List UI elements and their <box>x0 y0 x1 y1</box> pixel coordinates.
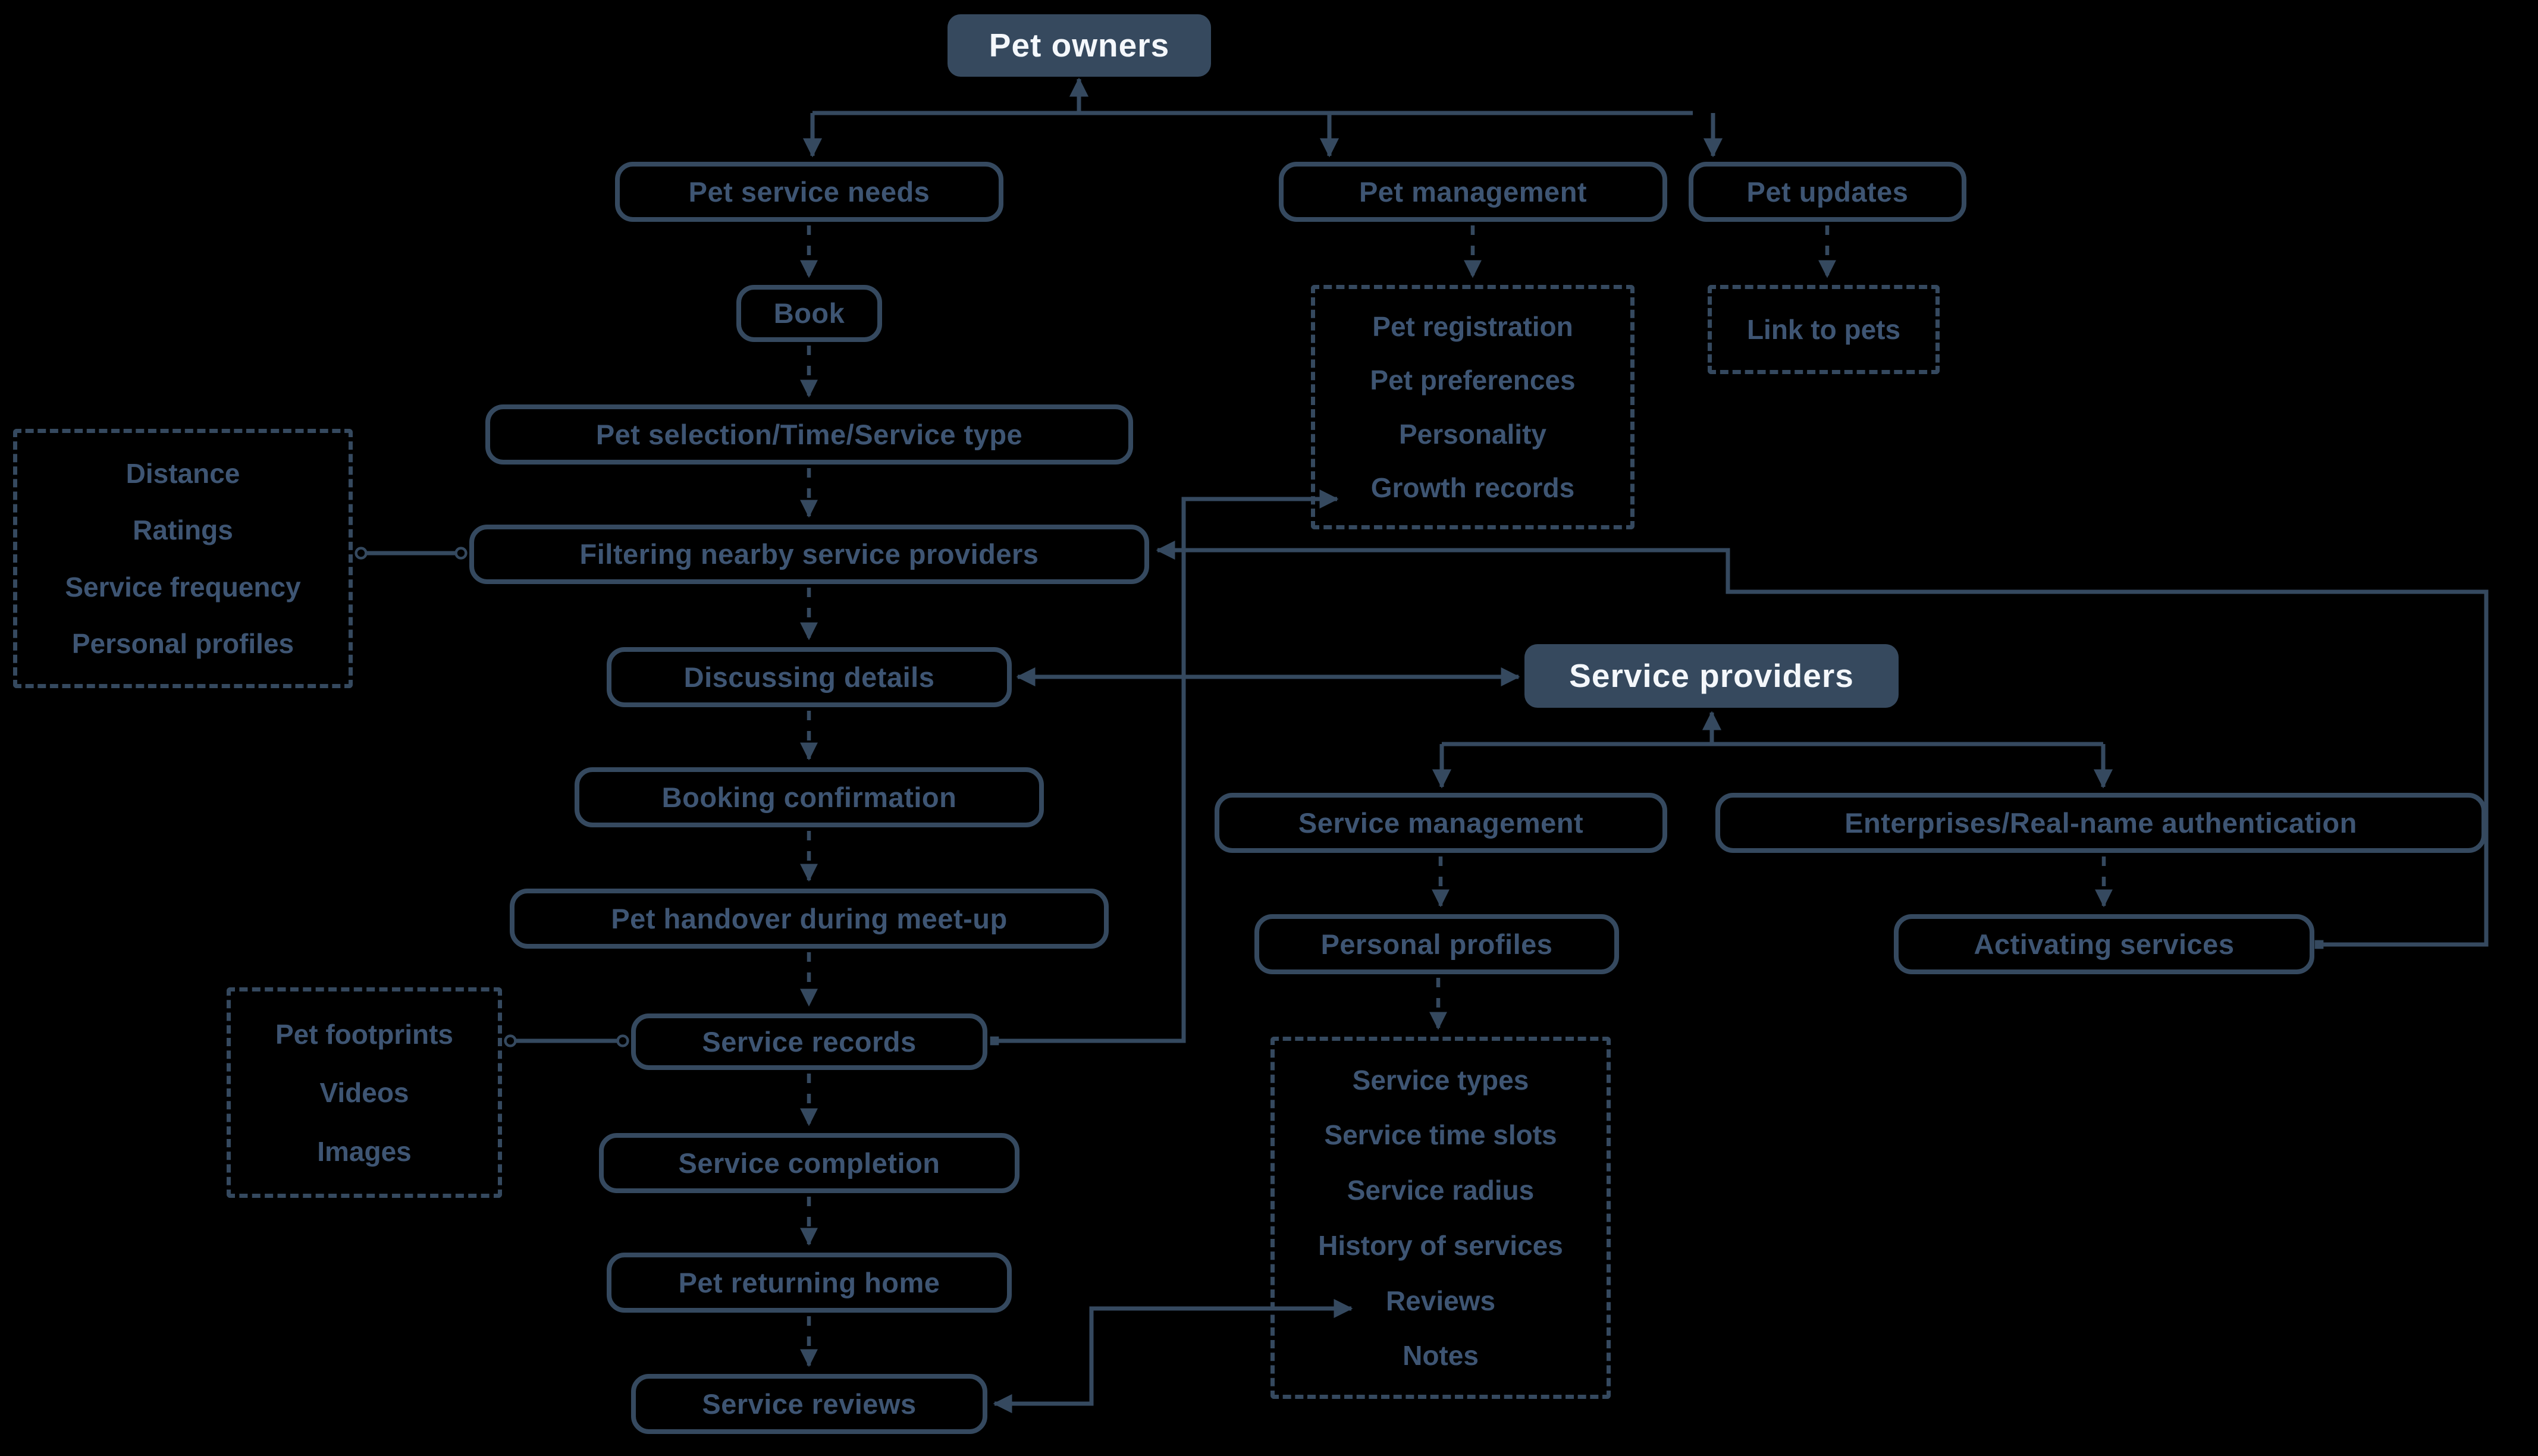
list-item: Distance <box>126 458 240 489</box>
node-service-management: Service management <box>1215 793 1667 853</box>
list-item: Videos <box>319 1077 409 1108</box>
provider-profile-box <box>1270 1037 1611 1399</box>
list-item: Personal profiles <box>71 627 294 659</box>
filter-criteria-box <box>13 429 353 688</box>
node-pet-updates: Pet updates <box>1689 162 1966 222</box>
list-item: Link to pets <box>1746 314 1901 345</box>
list-item: Growth records <box>1370 472 1575 503</box>
node-pet-owners: Pet owners <box>948 14 1211 77</box>
node-booking-confirmation: Booking confirmation <box>575 767 1044 827</box>
node-pet-selection: Pet selection/Time/Service type <box>485 404 1133 465</box>
pet-profile-box <box>1311 285 1635 529</box>
node-enterprises-authentication: Enterprises/Real-name authentication <box>1715 793 2486 853</box>
list-item: Service time slots <box>1324 1119 1557 1151</box>
node-service-providers: Service providers <box>1524 644 1899 708</box>
node-discussing-details: Discussing details <box>607 647 1012 707</box>
provider-branch-lines <box>1442 713 2103 787</box>
owner-branch-lines <box>812 79 1713 156</box>
node-personal-profiles: Personal profiles <box>1254 914 1619 974</box>
node-pet-returning-home: Pet returning home <box>607 1253 1012 1313</box>
list-item: Service radius <box>1347 1175 1535 1206</box>
link-to-pets-box <box>1708 285 1940 374</box>
node-pet-service-needs: Pet service needs <box>615 162 1003 222</box>
list-item: Ratings <box>133 514 233 546</box>
node-book: Book <box>736 285 882 342</box>
list-item: Service types <box>1352 1064 1529 1096</box>
list-item: Pet preferences <box>1370 365 1576 396</box>
service-media-box <box>227 987 502 1198</box>
node-pet-handover: Pet handover during meet-up <box>510 889 1109 949</box>
list-item: Service frequency <box>65 571 301 603</box>
node-service-records: Service records <box>631 1013 987 1070</box>
list-item: Pet registration <box>1372 311 1573 343</box>
node-service-completion: Service completion <box>599 1133 1019 1193</box>
list-item: Images <box>317 1135 412 1167</box>
list-item: Pet footprints <box>275 1018 453 1050</box>
list-item: History of services <box>1318 1229 1563 1261</box>
list-item: Notes <box>1403 1340 1479 1372</box>
node-service-reviews: Service reviews <box>631 1374 987 1434</box>
list-item: Reviews <box>1385 1285 1496 1316</box>
node-filtering-providers: Filtering nearby service providers <box>469 525 1149 584</box>
node-pet-management: Pet management <box>1279 162 1667 222</box>
activating-filtering-link <box>1157 550 2486 944</box>
list-item: Personality <box>1399 418 1546 450</box>
node-activating-services: Activating services <box>1894 914 2314 974</box>
